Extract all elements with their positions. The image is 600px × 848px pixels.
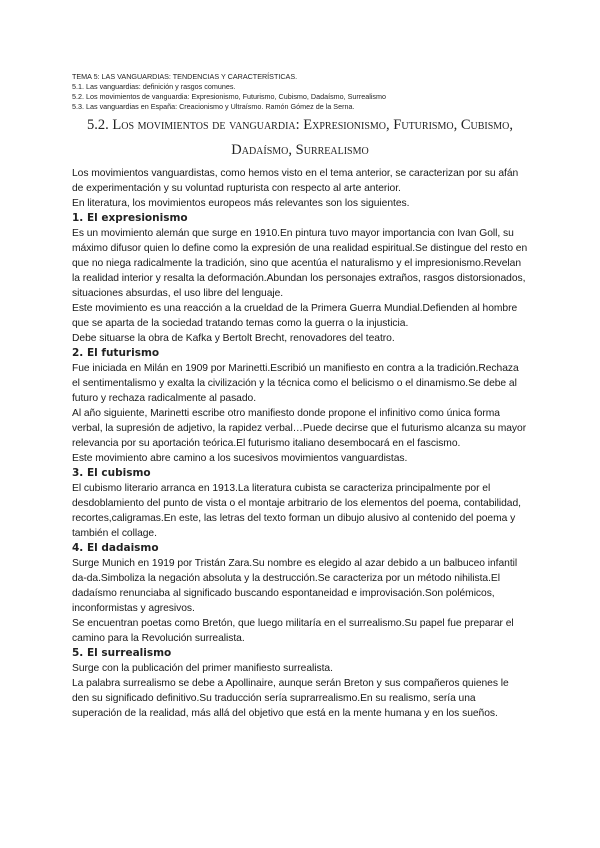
toc-item-3: 5.3. Las vanguardias en España: Creacionismo y Ultraísmo. Ramón Gómez de la Serna. xyxy=(72,102,355,111)
expresionismo-paragraph-3: Debe situarse la obra de Kafka y Bertolt Brecht, renovadores del teatro. xyxy=(72,333,395,344)
page-title xyxy=(72,113,528,163)
intro-paragraph-2: En literatura, los movimientos europeos más relevantes son los siguientes. xyxy=(72,198,410,209)
page-title-line-1: 5.2. Los movimientos de vanguardia: Expresionismo, Futurismo, Cubismo, xyxy=(86,117,514,133)
dadaismo-paragraph-2: Se encuentran poetas como Bretón, que luego militaría en el surrealismo.Su papel fue preparar el camino para la Revolución surrealista. xyxy=(72,618,514,644)
section-heading-expresionismo: 1. El expresionismo xyxy=(72,212,188,224)
surrealismo-paragraph-1: Surge con la publicación del primer manifiesto surrealista. xyxy=(72,663,333,674)
surrealismo-paragraph-2: La palabra surrealismo se debe a Apollinaire, aunque serán Breton y sus compañeros quienes le den su significado definitivo.Su traducción sería suprarrealismo.En su realismo, sería una superación de la realidad, más allá del objetivo que está en la mente humana y en los sueños. xyxy=(72,678,509,719)
dadaismo-paragraph-1: Surge Munich en 1919 por Tristán Zara.Su nombre es elegido al azar debido a un balbuceo infantil da-da.Simboliza la negación absoluta y la destrucción.Se caracteriza por un método nihilista.El dadaísmo renunciaba al significado buscando espontaneidad e improvisación.Son polémicos, inconformistas y agresivos. xyxy=(72,558,518,614)
section-heading-futurismo: 2. El futurismo xyxy=(72,347,160,359)
toc-item-1: 5.1. Las vanguardias: definición y rasgos comunes. xyxy=(72,82,236,91)
toc-item-2: 5.2. Los movimientos de vanguardia: Expresionismo, Futurismo, Cubismo, Dadaísmo, Surrealismo xyxy=(72,92,386,101)
section-heading-surrealismo: 5. El surrealismo xyxy=(72,647,172,659)
toc-topic: TEMA 5: LAS VANGUARDIAS: TENDENCIAS Y CARACTERÍSTICAS. xyxy=(72,72,298,81)
table-of-contents xyxy=(72,72,528,112)
futurismo-paragraph-3: Este movimiento abre camino a los sucesivos movimientos vanguardistas. xyxy=(72,453,408,464)
cubismo-paragraph-1: El cubismo literario arranca en 1913.La literatura cubista se caracteriza principalmente por el desdoblamiento del punto de vista o el montaje arbitrario de los elementos del poema, contabilidad, recortes,caligramas.En este, las letras del texto forman un dibujo alusivo al contenido del poema y también el collage. xyxy=(72,483,521,539)
expresionismo-paragraph-1: Es un movimiento alemán que surge en 1910.En pintura tuvo mayor importancia con Ivan Goll, su máximo difusor quien lo define como la expresión de una realidad espiritual.Se distingue del resto en que no niega radicalmente la tradición, sino que acentúa el naturalismo y el impresionismo.Revelan la realidad interior y resalta la deformación.Abundan los personajes extraños, rasgos distorsionados, situaciones absurdas, el uso libre del lenguaje. xyxy=(72,228,528,299)
futurismo-paragraph-2: Al año siguiente, Marinetti escribe otro manifiesto donde propone el infinitivo como única forma verbal, la supresión de adjetivo, la rapidez verbal…Puede decirse que el futurismo alcanza su mayor relevancia por su aportación teórica.El futurismo italiano desembocará en el fascismo. xyxy=(72,408,527,449)
section-heading-dadaismo: 4. El dadaismo xyxy=(72,542,159,554)
expresionismo-paragraph-2: Este movimiento es una reacción a la crueldad de la Primera Guerra Mundial.Defienden al hombre que se aparta de la sociedad tratando temas como la guerra o la injusticia. xyxy=(72,303,518,329)
intro-paragraph-1: Los movimientos vanguardistas, como hemos visto en el tema anterior, se caracterizan por su afán de experimentación y su voluntad rupturista con respecto al arte anterior. xyxy=(72,168,519,194)
futurismo-paragraph-1: Fue iniciada en Milán en 1909 por Marinetti.Escribió un manifiesto en contra a la tradición.Rechaza el sentimentalismo y exalta la civilización y la técnica como el belicismo o el dinamismo.Se debe al futuro y rechaza radicalmente al pasado. xyxy=(72,363,519,404)
section-heading-cubismo: 3. El cubismo xyxy=(72,467,151,479)
page-title-line-2: Dadaísmo, Surrealismo xyxy=(231,142,369,158)
